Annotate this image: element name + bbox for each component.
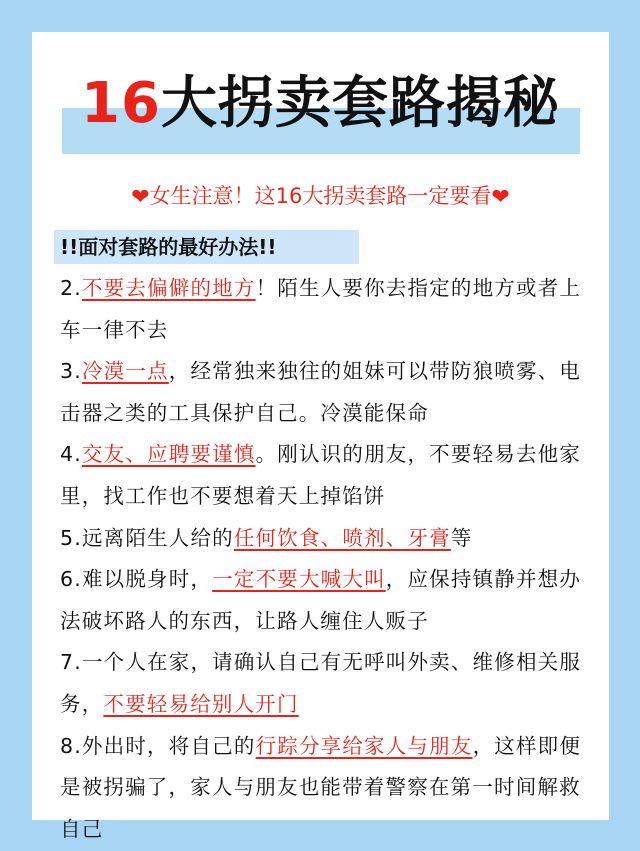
heart-icon: ❤ <box>131 185 150 210</box>
list-item <box>60 518 590 560</box>
item-text: ！陌生人要你去指定的地方或者上车一律不去 <box>60 276 582 342</box>
highlighted-text: 冷漠一点 <box>81 359 169 384</box>
title-text: 大拐卖套路揭秘 <box>160 71 560 136</box>
highlighted-text: 不要去偏僻的地方 <box>81 276 256 300</box>
title-block <box>32 56 609 166</box>
page-title <box>32 68 609 140</box>
highlighted-text: 行踪分享给家人与朋友 <box>255 733 473 758</box>
item-text: ，经常独来独往的姐妹可以带防狼喷雾、电击器之类的工具保护自己。冷漠能保命 <box>60 359 582 425</box>
list-item <box>60 434 590 517</box>
highlighted-text: 不要轻易给别人开门 <box>103 691 299 716</box>
item-text: 8.外出时，将自己的 <box>60 733 256 758</box>
item-text: 。刚认识的朋友，不要轻易去他家里，找工作也不要想着天上掉馅饼 <box>60 442 582 508</box>
list-item <box>60 559 590 642</box>
heart-icon: ❤ <box>491 185 510 210</box>
highlighted-text: 任何饮食、喷剂、牙膏 <box>233 525 451 550</box>
section-heading: !!面对套路的最好办法!! <box>60 235 277 259</box>
highlighted-text: 交友、应聘要谨慎 <box>81 442 256 467</box>
list-item <box>60 351 590 434</box>
list-item <box>60 726 590 851</box>
tips-list <box>60 268 590 850</box>
highlighted-text: 一定不要大喊大叫 <box>212 567 386 592</box>
item-text: ，应保持镇静并想办法破坏路人的东西，让路人缠住人贩子 <box>60 567 582 633</box>
subtitle <box>32 178 609 216</box>
content-card <box>32 32 609 841</box>
title-number: 16 <box>81 71 161 136</box>
item-text: 等 <box>450 525 473 550</box>
item-text: 2. <box>60 276 82 300</box>
list-item <box>60 268 590 351</box>
item-text: 3. <box>60 359 82 384</box>
item-text: 6.难以脱身时， <box>60 567 213 592</box>
list-item <box>60 642 590 725</box>
item-text: 4. <box>60 442 82 467</box>
item-text: 7.一个人在家，请确认自己有无呼叫外卖、维修相关服务， <box>60 650 582 716</box>
item-text: ，这样即便是被拐骗了，家人与朋友也能带着警察在第一时间解救自己 <box>60 733 582 841</box>
item-text: 5.远离陌生人给的 <box>60 525 234 550</box>
subtitle-text: 女生注意！这16大拐卖套路一定要看 <box>149 184 492 208</box>
